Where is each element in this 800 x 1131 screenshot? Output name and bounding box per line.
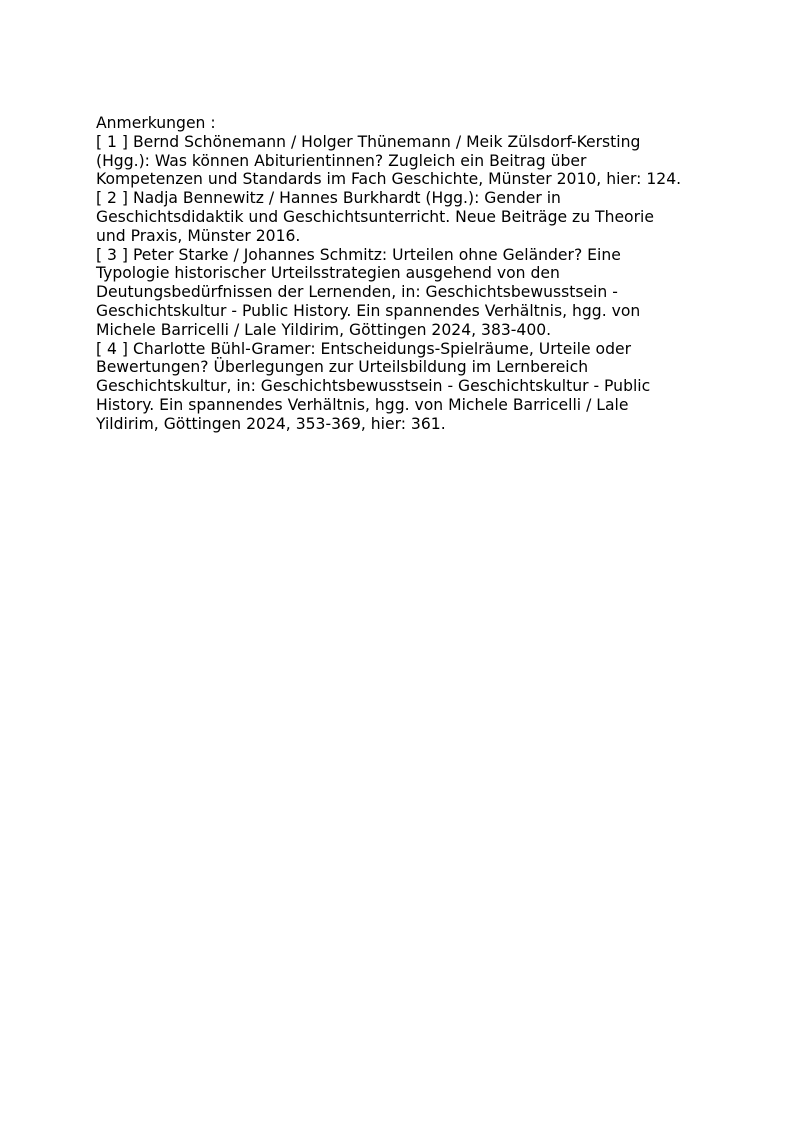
- endnote-line: (Hgg.): Was können Abiturientinnen? Zugleich ein Beitrag über: [96, 151, 587, 170]
- endnote-line: Yildirim, Göttingen 2024, 353-369, hier: 361.: [96, 414, 446, 433]
- endnote-line: History. Ein spannendes Verhältnis, hgg. von Michele Barricelli / Lale: [96, 395, 629, 414]
- notes-heading: Anmerkungen :: [96, 114, 216, 132]
- endnote-line: Michele Barricelli / Lale Yildirim, Göttingen 2024, 383-400.: [96, 320, 552, 339]
- endnote-line: und Praxis, Münster 2016.: [96, 226, 301, 245]
- endnotes-section: [96, 114, 708, 434]
- endnote-2: [96, 189, 708, 245]
- endnote-line: Typologie historischer Urteilsstrategien ausgehend von den: [96, 264, 560, 283]
- endnote-line: [ 4 ] Charlotte Bühl-Gramer: Entscheidungs-Spielräume, Urteile oder: [96, 339, 631, 358]
- endnote-line: Geschichtsdidaktik und Geschichtsunterricht. Neue Beiträge zu Theorie: [96, 207, 654, 226]
- endnote-line: Deutungsbedürfnissen der Lernenden, in: Geschichtsbewusstsein -: [96, 283, 618, 302]
- endnote-line: [ 1 ] Bernd Schönemann / Holger Thünemann / Meik Zülsdorf-Kersting: [96, 132, 641, 151]
- endnote-1: [96, 133, 708, 189]
- endnote-4: [96, 340, 708, 434]
- endnote-line: Geschichtskultur - Public History. Ein spannendes Verhältnis, hgg. von: [96, 301, 641, 320]
- endnote-line: Kompetenzen und Standards im Fach Geschichte, Münster 2010, hier: 124.: [96, 170, 682, 189]
- endnote-line: [ 3 ] Peter Starke / Johannes Schmitz: Urteilen ohne Geländer? Eine: [96, 245, 621, 264]
- endnote-line: [ 2 ] Nadja Bennewitz / Hannes Burkhardt (Hgg.): Gender in: [96, 189, 561, 208]
- endnote-line: Geschichtskultur, in: Geschichtsbewusstsein - Geschichtskultur - Public: [96, 377, 651, 396]
- endnote-3: [96, 246, 708, 340]
- endnote-line: Bewertungen? Überlegungen zur Urteilsbildung im Lernbereich: [96, 358, 589, 377]
